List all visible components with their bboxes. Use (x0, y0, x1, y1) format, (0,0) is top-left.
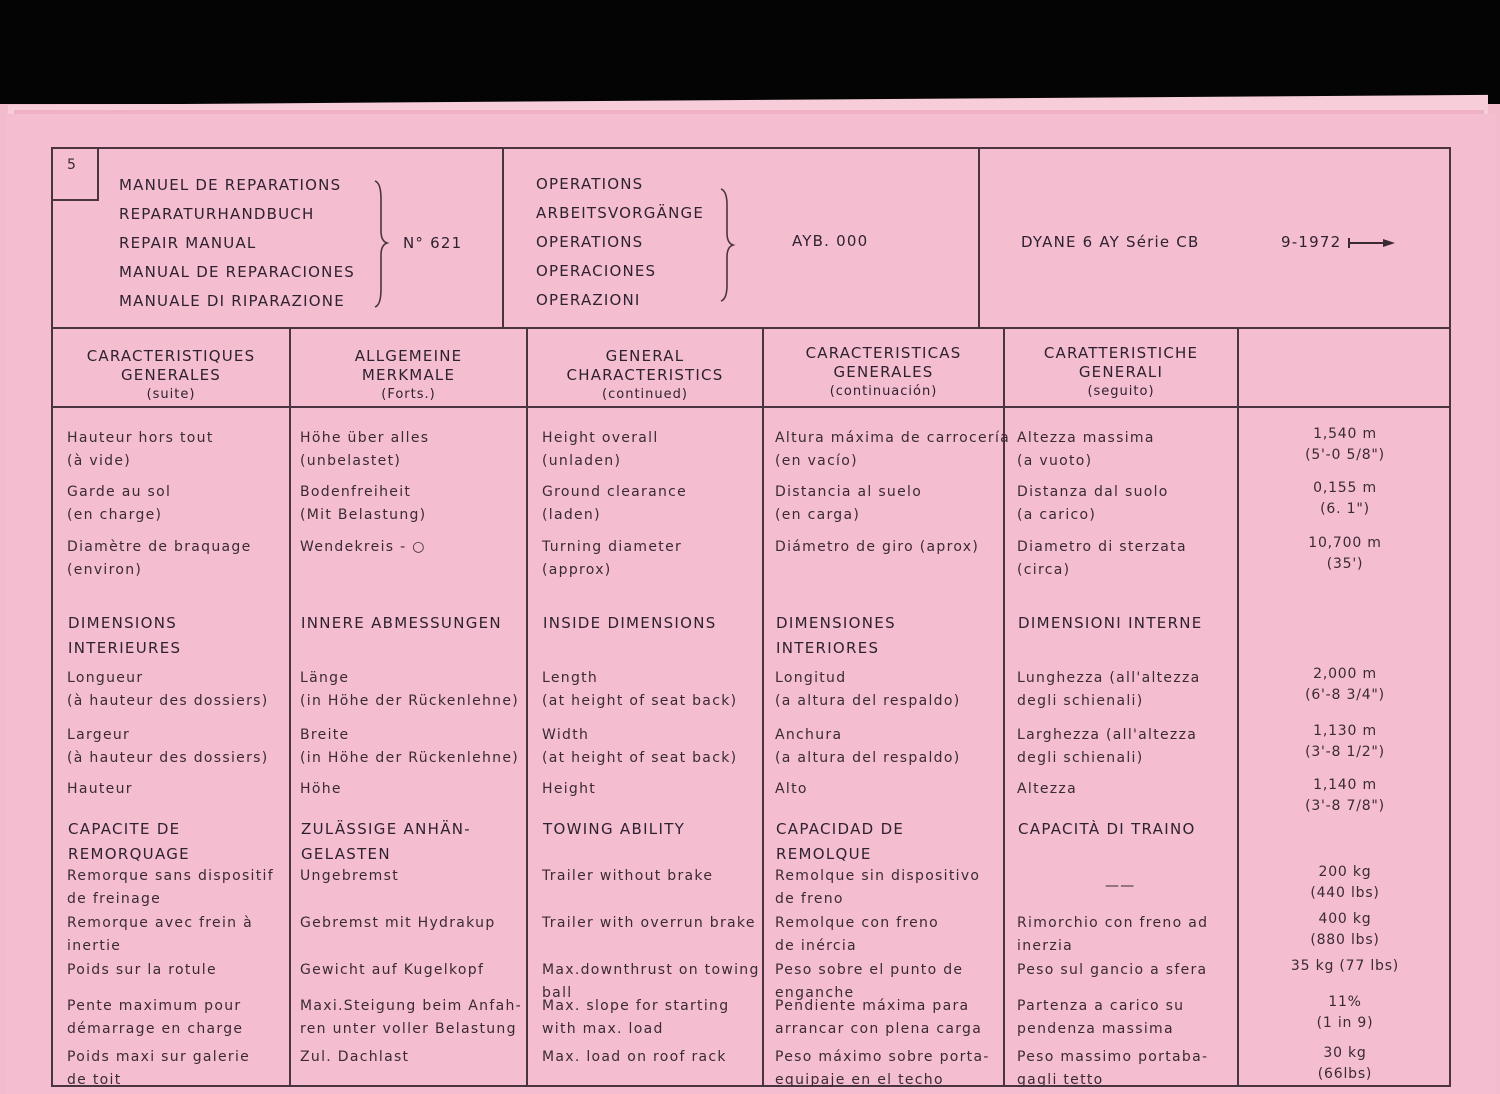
cell-line: degli schienali) (1017, 750, 1144, 766)
table-cell-de (300, 912, 496, 935)
table-cell-de (300, 667, 519, 713)
table-cell-de (300, 1046, 409, 1069)
cell-line: (in Höhe der Rückenlehne) (300, 693, 519, 709)
cell-line: (Mit Belastung) (300, 507, 427, 523)
cell-line: de inércia (775, 938, 857, 954)
cell-line: Wendekreis - ○ (300, 539, 426, 555)
cell-line: (in Höhe der Rückenlehne) (300, 750, 519, 766)
value-cell (1240, 775, 1450, 817)
cell-line: Max. load on roof rack (542, 1049, 727, 1065)
cell-line: Trailer without brake (542, 868, 714, 884)
value-cell (1240, 533, 1450, 575)
cell-line: Poids maxi sur galerie (67, 1049, 251, 1065)
column-header-fr (53, 347, 289, 404)
cell-line: (approx) (542, 562, 612, 578)
value-line: (6. 1") (1320, 501, 1370, 517)
value-line: 200 kg (1318, 864, 1372, 880)
operations-title-es: OPERACIONES (536, 262, 657, 280)
value-line: 0,155 m (1313, 480, 1377, 496)
operations-title-fr: OPERATIONS (536, 175, 644, 193)
cell-line: enganche (775, 985, 855, 1001)
table-cell-it (1017, 536, 1187, 582)
section-heading-en (543, 611, 717, 636)
table-cell-en (542, 1046, 727, 1069)
table-cell-fr (67, 667, 269, 713)
table-cell-es (775, 1046, 990, 1092)
page-number: 5 (53, 149, 99, 201)
cell-line: (en vacío) (775, 453, 858, 469)
value-cell (1240, 862, 1450, 904)
table-cell-fr (67, 995, 243, 1041)
value-cell (1240, 1043, 1450, 1085)
column-header-es (764, 344, 1003, 401)
table-cell-it (1017, 1046, 1208, 1092)
table-cell-it (1017, 724, 1197, 770)
table-cell-it (1017, 667, 1201, 713)
cell-line: de freno (775, 891, 844, 907)
column-sub-fr: (suite) (146, 387, 196, 402)
section-heading-it (1018, 611, 1203, 636)
table-cell-fr (67, 912, 253, 958)
table-cell-de (300, 995, 522, 1041)
cell-line: Maxi.Steigung beim Anfah- (300, 998, 522, 1014)
cell-line: Lunghezza (all'altezza (1017, 670, 1201, 686)
table-cell-fr (67, 536, 252, 582)
cell-line: Hauteur hors tout (67, 430, 214, 446)
section-heading-fr (68, 611, 181, 661)
table-cell-de (300, 481, 426, 527)
cell-line: pendenza massima (1017, 1021, 1174, 1037)
table-cell-en (542, 865, 713, 888)
manual-title-de: REPARATURHANDBUCH (119, 205, 315, 223)
value-line: (35') (1326, 556, 1364, 572)
value-line: (6'-8 3/4") (1305, 687, 1385, 703)
cell-line: Width (542, 727, 590, 743)
manual-title-it: MANUALE DI RIPARAZIONE (119, 292, 345, 310)
cell-line: (en carga) (775, 507, 861, 523)
cell-line: degli schienali) (1017, 693, 1144, 709)
cell-line: Höhe (300, 781, 342, 797)
table-cell-en (542, 481, 687, 527)
value-line: 400 kg (1318, 911, 1372, 927)
manual-title-es: MANUAL DE REPARACIONES (119, 263, 355, 281)
value-cell (1240, 992, 1450, 1034)
value-line: (440 lbs) (1310, 885, 1380, 901)
cell-line: equipaje en el techo (775, 1072, 944, 1088)
cell-line: Gewicht auf Kugelkopf (300, 962, 485, 978)
cell-line: (a altura del respaldo) (775, 750, 961, 766)
table-cell-fr (67, 724, 269, 770)
section-heading-es (776, 817, 904, 867)
cell-line: Height (542, 781, 597, 797)
cell-line: Distancia al suelo (775, 484, 923, 500)
cell-line: Remorque avec frein à (67, 915, 253, 931)
cell-line: ren unter voller Belastung (300, 1021, 517, 1037)
cell-line: (a carico) (1017, 507, 1097, 523)
table-cell-fr (67, 865, 274, 911)
operations-title-it: OPERAZIONI (536, 291, 641, 309)
section-heading-de (301, 611, 502, 636)
cell-line: (laden) (542, 507, 601, 523)
value-line: (66lbs) (1317, 1066, 1373, 1082)
cell-line: Diametro di sterzata (1017, 539, 1187, 555)
section-heading-line: INSIDE DIMENSIONS (543, 614, 717, 632)
section-heading-fr (68, 817, 190, 867)
table-cell-it (1017, 427, 1155, 473)
cell-line: Höhe über alles (300, 430, 430, 446)
cell-line: Peso sul gancio a sfera (1017, 962, 1208, 978)
cell-line: Alto (775, 781, 808, 797)
vehicle-model: DYANE 6 AY Série CB (1021, 233, 1200, 251)
cell-line: Peso massimo portaba- (1017, 1049, 1209, 1065)
vehicle-date (1281, 233, 1397, 251)
cell-line: (unladen) (542, 453, 622, 469)
cell-line: Rimorchio con freno ad (1017, 915, 1209, 931)
cell-line: Zul. Dachlast (300, 1049, 410, 1065)
value-line: (3'-8 1/2") (1305, 744, 1385, 760)
cell-line: Gebremst mit Hydrakup (300, 915, 496, 931)
column-header-de (291, 347, 526, 404)
cell-line: (à hauteur des dossiers) (67, 693, 269, 709)
cell-line: (at height of seat back) (542, 750, 738, 766)
cell-line: Remolque sin dispositivo (775, 868, 981, 884)
value-line: 10,700 m (1308, 535, 1382, 551)
table-cell-en (542, 778, 596, 801)
cell-line: (à vide) (67, 453, 132, 469)
scan-background-top (0, 0, 1500, 104)
cell-line: —— (1105, 878, 1136, 894)
section-heading-line: DIMENSIONES (776, 614, 896, 632)
cell-line: Max. slope for starting (542, 998, 730, 1014)
section-heading-line: CAPACITE DE (68, 820, 181, 838)
operations-title-en: OPERATIONS (536, 233, 644, 251)
value-cell (1240, 909, 1450, 951)
value-cell (1240, 721, 1450, 763)
column-sub-en: (continued) (602, 387, 688, 402)
section-heading-line: TOWING ABILITY (543, 820, 686, 838)
arrow-right-icon (1347, 237, 1397, 249)
cell-line: Remorque sans dispositif (67, 868, 274, 884)
column-sub-es: (continuación) (829, 384, 938, 399)
value-line: (3'-8 7/8") (1305, 798, 1385, 814)
value-line: 1,140 m (1313, 777, 1377, 793)
table-cell-es (775, 724, 960, 770)
cell-line: Peso máximo sobre porta- (775, 1049, 990, 1065)
column-title-es: CARACTERISTICAS GENERALES (805, 344, 962, 381)
value-line: (1 in 9) (1316, 1015, 1374, 1031)
cell-line: Partenza a carico su (1017, 998, 1185, 1014)
cell-line: Poids sur la rotule (67, 962, 217, 978)
cell-line: Diámetro de giro (aprox) (775, 539, 980, 555)
table-cell-it (1017, 995, 1184, 1041)
cell-line: Longueur (67, 670, 144, 686)
value-line: 35 kg (77 lbs) (1290, 958, 1400, 974)
value-cell (1240, 478, 1450, 520)
table-cell-it (1017, 778, 1077, 801)
cell-line: de toit (67, 1072, 122, 1088)
cell-line: Ground clearance (542, 484, 688, 500)
cell-line: arrancar con plena carga (775, 1021, 983, 1037)
cell-line: Larghezza (all'altezza (1017, 727, 1198, 743)
cell-line: Altezza massima (1017, 430, 1155, 446)
manual-title-fr: MANUEL DE REPARATIONS (119, 176, 342, 194)
table-cell-fr (67, 481, 171, 527)
manual-number: N° 621 (403, 234, 463, 252)
table-cell-en (542, 995, 729, 1041)
cell-line: Länge (300, 670, 350, 686)
cell-line: Anchura (775, 727, 843, 743)
cell-line: démarrage en charge (67, 1021, 244, 1037)
cell-line: (environ) (67, 562, 143, 578)
brace-icon (371, 179, 393, 309)
value-line: (880 lbs) (1310, 932, 1380, 948)
value-line: 2,000 m (1313, 666, 1377, 682)
cell-line: Height overall (542, 430, 659, 446)
table-cell-de (300, 536, 426, 559)
table-cell-fr (67, 427, 214, 473)
section-heading-line: REMOLQUE (776, 845, 872, 863)
cell-line: (at height of seat back) (542, 693, 738, 709)
cell-line: Largeur (67, 727, 131, 743)
value-line: (5'-0 5/8") (1305, 447, 1385, 463)
cell-line: Hauteur (67, 781, 133, 797)
table-cell-en (542, 427, 659, 473)
table-cell-es (775, 995, 982, 1041)
cell-line: (a altura del respaldo) (775, 693, 961, 709)
cell-line: gagli tetto (1017, 1072, 1104, 1088)
cell-line: inerzia (1017, 938, 1074, 954)
cell-line: Diamètre de braquage (67, 539, 252, 555)
cell-line: Remolque con freno (775, 915, 940, 931)
cell-line: Bodenfreiheit (300, 484, 412, 500)
section-heading-line: INTERIORES (776, 639, 880, 657)
column-title-de: ALLGEMEINE MERKMALE (354, 347, 463, 384)
value-line: 1,540 m (1313, 426, 1377, 442)
cell-line: Altezza (1017, 781, 1077, 797)
cell-line: Length (542, 670, 599, 686)
cell-line: with max. load (542, 1021, 664, 1037)
column-title-fr: CARACTERISTIQUES GENERALES (86, 347, 256, 384)
table-cell-it (1105, 875, 1136, 898)
cell-line: (à hauteur des dossiers) (67, 750, 269, 766)
table-cell-de (300, 778, 342, 801)
section-heading-line: INTERIEURES (68, 639, 182, 657)
table-cell-de (300, 427, 429, 473)
cell-line: (circa) (1017, 562, 1071, 578)
section-heading-line: CAPACITÀ DI TRAINO (1018, 820, 1196, 838)
section-heading-line: DIMENSIONS (68, 614, 178, 632)
cell-line: Breite (300, 727, 350, 743)
table-cell-de (300, 959, 484, 982)
value-cell (1240, 424, 1450, 466)
cell-line: Altura máxima de carrocería (775, 430, 1011, 446)
table-cell-de (300, 724, 519, 770)
table-cell-de (300, 865, 399, 888)
column-sub-de: (Forts.) (381, 387, 436, 402)
table-cell-fr (67, 1046, 250, 1092)
cell-line: Max.downthrust on towing (542, 962, 760, 978)
operations-code: AYB. 000 (792, 232, 869, 250)
cell-line: Turning diameter (542, 539, 683, 555)
value-cell (1240, 956, 1450, 977)
table-cell-en (542, 724, 737, 770)
cell-line: Garde au sol (67, 484, 172, 500)
value-cell (1240, 664, 1450, 706)
cell-line: Pendiente máxima para (775, 998, 970, 1014)
section-heading-line: INNERE ABMESSUNGEN (301, 614, 502, 632)
table-cell-fr (67, 959, 217, 982)
cell-line: inertie (67, 938, 122, 954)
section-heading-line: REMORQUAGE (68, 845, 190, 863)
brace-icon (717, 187, 739, 303)
column-title-it: CARATTERISTICHE GENERALI (1043, 344, 1199, 381)
section-heading-line: CAPACIDAD DE (776, 820, 905, 838)
cell-line: Ungebremst (300, 868, 399, 884)
cell-line: Peso sobre el punto de (775, 962, 964, 978)
section-heading-es (776, 611, 896, 661)
table-cell-es (775, 427, 1010, 473)
table-cell-es (775, 481, 922, 527)
section-heading-line: GELASTEN (301, 845, 391, 863)
cell-line: (unbelastet) (300, 453, 402, 469)
table-cell-es (775, 865, 980, 911)
table-cell-en (542, 667, 737, 713)
cell-line: Pente maximum pour (67, 998, 242, 1014)
cell-line: de freinage (67, 891, 162, 907)
table-cell-es (775, 778, 808, 801)
section-heading-it (1018, 817, 1196, 842)
column-header-en (528, 347, 762, 404)
value-line: 11% (1328, 994, 1362, 1010)
table-cell-it (1017, 481, 1169, 527)
characteristics-table (51, 147, 1451, 1087)
manual-title-en: REPAIR MANUAL (119, 234, 257, 252)
table-cell-fr (67, 778, 133, 801)
table-cell-en (542, 912, 756, 935)
section-heading-line: ZULÄSSIGE ANHÄN- (301, 820, 472, 838)
table-cell-en (542, 536, 682, 582)
cell-line: Longitud (775, 670, 847, 686)
section-heading-de (301, 817, 471, 867)
table-cell-it (1017, 912, 1208, 958)
cell-line: Distanza dal suolo (1017, 484, 1169, 500)
cell-line: (a vuoto) (1017, 453, 1093, 469)
section-heading-line: DIMENSIONI INTERNE (1018, 614, 1203, 632)
table-cell-it (1017, 959, 1207, 982)
cell-line: ball (542, 985, 573, 1001)
table-cell-es (775, 912, 939, 958)
operations-title-de: ARBEITSVORGÄNGE (536, 204, 704, 222)
cell-line: Trailer with overrun brake (542, 915, 756, 931)
vehicle-date-text: 9-1972 (1281, 233, 1342, 251)
column-title-en: GENERAL CHARACTERISTICS (566, 347, 724, 384)
cell-line: (en charge) (67, 507, 163, 523)
column-header-it (1005, 344, 1237, 401)
table-cell-es (775, 667, 960, 713)
value-line: 30 kg (1323, 1045, 1367, 1061)
column-sub-it: (seguito) (1087, 384, 1155, 399)
section-heading-en (543, 817, 685, 842)
table-cell-es (775, 536, 979, 559)
value-line: 1,130 m (1313, 723, 1377, 739)
